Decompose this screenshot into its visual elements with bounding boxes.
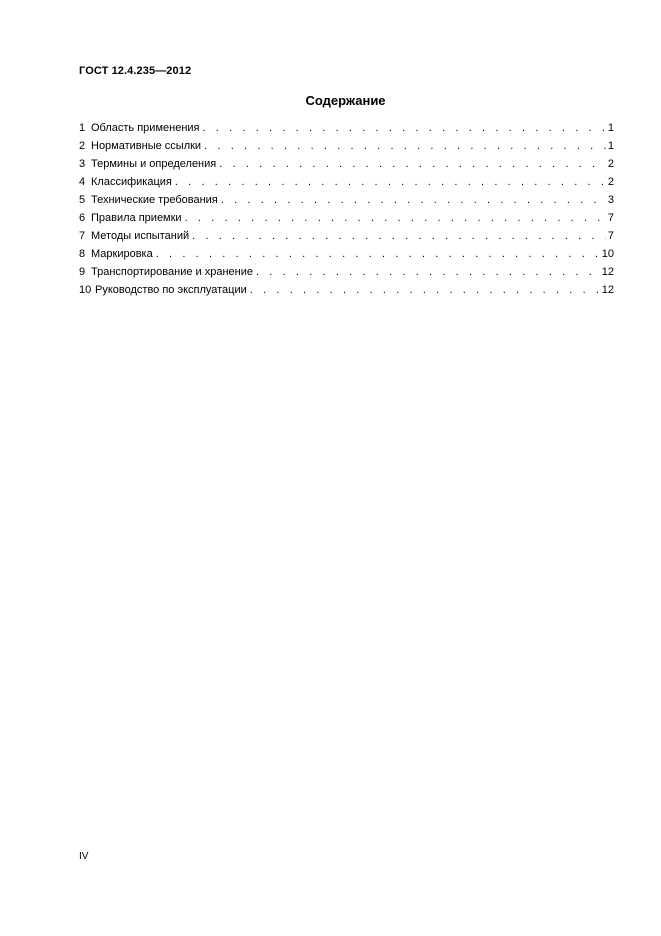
toc-entry[interactable]: [79, 137, 614, 155]
toc-dot-leader: [256, 263, 600, 281]
toc-entry-number: 9: [79, 266, 86, 278]
toc-entry-label: Классификация: [91, 176, 172, 188]
toc-dot-leader: [156, 245, 600, 263]
toc-entry[interactable]: [79, 155, 614, 173]
toc-entry-number: 6: [79, 212, 86, 224]
toc-entry[interactable]: [79, 245, 614, 263]
toc-entry-label: Руководство по эксплуатации: [95, 284, 247, 296]
toc-dot-leader: [250, 281, 600, 299]
toc-entry-number: 1: [79, 122, 86, 134]
toc-entry-label: Термины и определения: [91, 158, 217, 170]
toc-dot-leader: [175, 173, 606, 191]
toc-entry-page: 10: [601, 248, 614, 260]
toc-entry-page: 7: [607, 230, 614, 242]
toc-entry-label: Область применения: [91, 122, 200, 134]
toc-dot-leader: [221, 191, 606, 209]
toc-entry-label: Маркировка: [91, 248, 153, 260]
toc-entry-label: Технические требования: [91, 194, 218, 206]
toc-dot-leader: [219, 155, 606, 173]
toc-entry[interactable]: [79, 227, 614, 245]
toc-entry-page: 1: [607, 122, 614, 134]
toc-entry-number: 2: [79, 140, 86, 152]
toc-entry[interactable]: [79, 173, 614, 191]
toc-entry-number: 8: [79, 248, 86, 260]
toc-entry-page: 12: [601, 266, 614, 278]
toc-entry[interactable]: [79, 281, 614, 299]
toc-entry-number: 10: [79, 284, 92, 296]
page-footer-number: IV: [79, 851, 89, 862]
toc-entry-page: 7: [607, 212, 614, 224]
toc-dot-leader: [204, 137, 606, 155]
toc-entry[interactable]: [79, 119, 614, 137]
toc-entry-page: 2: [607, 158, 614, 170]
toc-entry-number: 5: [79, 194, 86, 206]
toc-dot-leader: [185, 209, 606, 227]
toc-entry-number: 7: [79, 230, 86, 242]
page-header-standard-code: ГОСТ 12.4.235—2012: [79, 65, 192, 77]
toc-entry[interactable]: [79, 209, 614, 227]
toc-entry-number: 3: [79, 158, 86, 170]
toc-entry-label: Правила приемки: [91, 212, 182, 224]
toc-entry[interactable]: [79, 263, 614, 281]
toc-entry-label: Транспортирование и хранение: [91, 266, 253, 278]
toc-dot-leader: [192, 227, 606, 245]
toc-dot-leader: [203, 119, 606, 137]
toc-entry-page: 2: [607, 176, 614, 188]
toc-entry-number: 4: [79, 176, 86, 188]
table-of-contents: [79, 119, 614, 299]
toc-entry-label: Нормативные ссылки: [91, 140, 202, 152]
toc-entry[interactable]: [79, 191, 614, 209]
toc-entry-label: Методы испытаний: [91, 230, 190, 242]
toc-entry-page: 12: [601, 284, 614, 296]
toc-entry-page: 3: [607, 194, 614, 206]
toc-title: Содержание: [305, 93, 386, 108]
toc-entry-page: 1: [607, 140, 614, 152]
